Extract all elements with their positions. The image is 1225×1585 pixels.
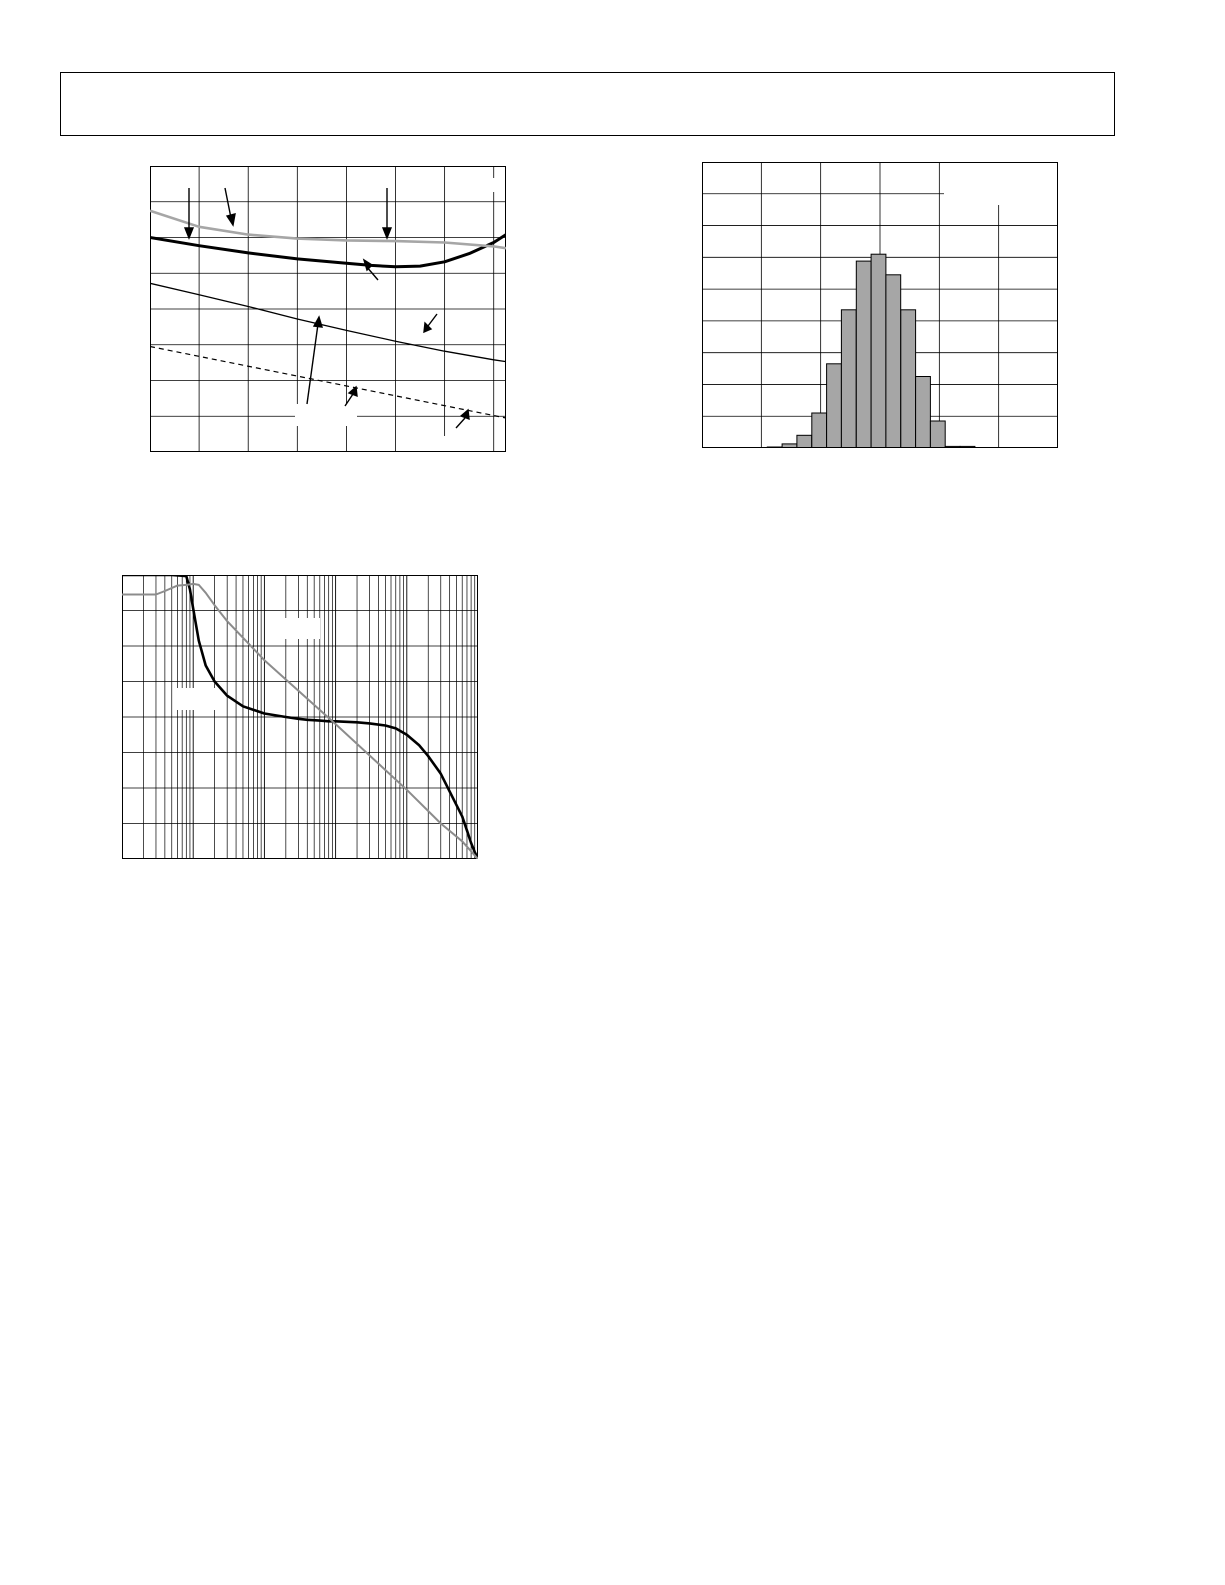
histogram-bar (916, 377, 931, 449)
label-knockout-1 (295, 404, 357, 426)
label-knockout-2 (398, 436, 456, 451)
histogram-bar (856, 261, 871, 448)
histogram-bar (930, 421, 945, 448)
legend-knockout (944, 163, 1057, 205)
histogram-bar (871, 254, 886, 448)
histogram-bar (841, 310, 856, 448)
chart-2-histogram (702, 162, 1058, 448)
histogram-bar (812, 413, 827, 448)
label-knockout-3 (359, 187, 395, 201)
label-knockout-4 (450, 178, 505, 192)
histogram-bar (901, 310, 916, 448)
label-knockout-a (282, 618, 320, 639)
page-header-box (60, 72, 1115, 136)
chart-1-line-plot (150, 166, 506, 452)
histogram-bar (827, 364, 842, 448)
chart-3-log-plot (122, 575, 478, 859)
histogram-bar (797, 435, 812, 448)
histogram-bar (886, 275, 901, 448)
label-knockout-b (174, 688, 218, 710)
